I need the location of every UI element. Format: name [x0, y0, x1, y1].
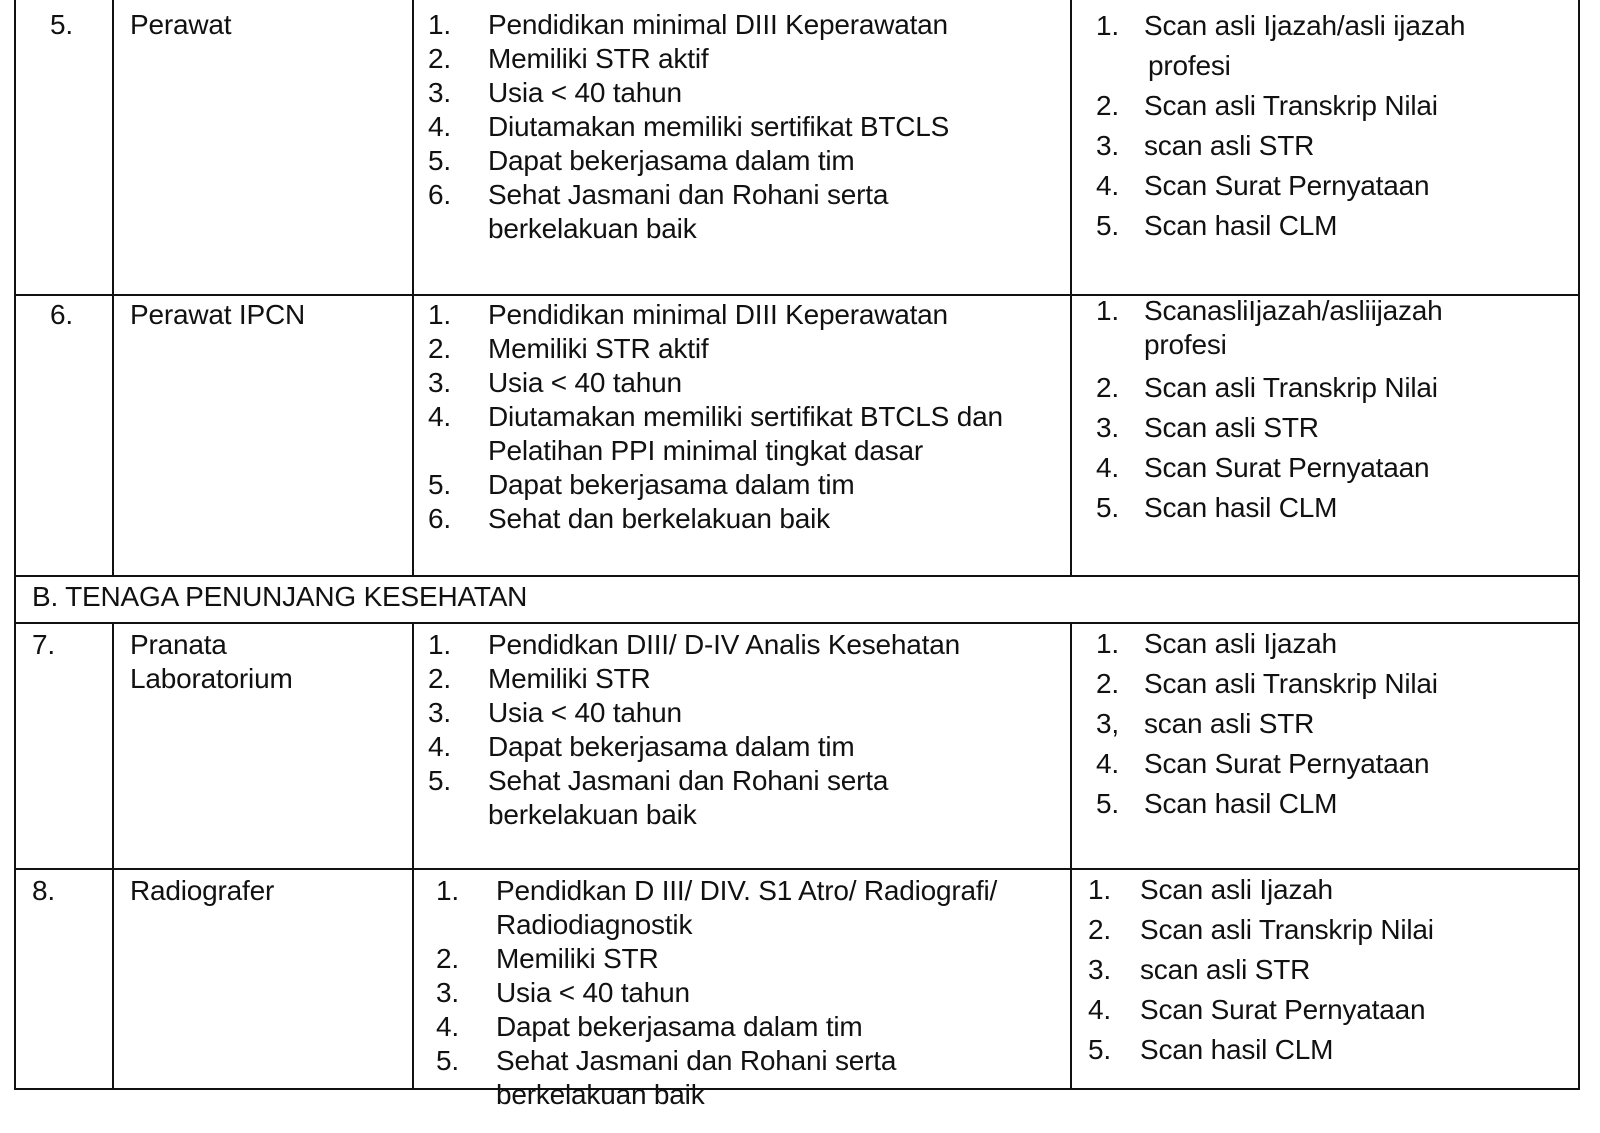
- list-item: 2. Scan asli Transkrip Nilai: [1088, 914, 1434, 945]
- list-item: 1. Scan asli Ijazah/asli ijazah profesi: [1096, 10, 1466, 81]
- grid-line: [1070, 0, 1072, 575]
- list-item: 2. Memiliki STR: [428, 663, 651, 694]
- list-item: 4. Scan Surat Pernyataan: [1088, 994, 1426, 1025]
- word: Scan: [1144, 295, 1208, 326]
- section-heading: B. TENAGA PENUNJANG KESEHATAN: [32, 581, 528, 612]
- list-item: 2. Memiliki STR aktif: [428, 43, 709, 74]
- list-item: 4. Scan Surat Pernyataan: [1096, 748, 1430, 779]
- list-item: 5. Sehat Jasmani dan Rohani serta berkelakuan baik: [436, 1045, 897, 1110]
- documents-list: [1088, 870, 1434, 1070]
- list-item: 1. Pendidikan minimal DIII Keperawatan: [428, 299, 948, 330]
- list-item: 1. Scan asli Ijazah: [1096, 628, 1337, 659]
- list-item: 4. Dapat bekerjasama dalam tim: [428, 731, 855, 762]
- list-item: 4. Scan Surat Pernyataan: [1096, 452, 1430, 483]
- documents-list: [1096, 6, 1465, 246]
- list-item: 3. Usia < 40 tahun: [428, 367, 682, 398]
- list-item: 1. Pendidkan DIII/ D-IV Analis Kesehatan: [428, 629, 960, 660]
- row-number: 6.: [50, 299, 73, 330]
- word: asli: [1207, 295, 1249, 326]
- list-item: 3. scan asli STR: [1088, 954, 1311, 985]
- list-item: 2. Scan asli Transkrip Nilai: [1096, 372, 1438, 403]
- list-item: 5. Dapat bekerjasama dalam tim: [428, 145, 855, 176]
- grid-line: [14, 575, 1580, 577]
- list-item: 2. Scan asli Transkrip Nilai: [1096, 90, 1438, 121]
- list-item: 1. ScanasliIjazah/asliijazah profesi: [1096, 295, 1443, 360]
- position-name: Perawat IPCN: [130, 299, 305, 330]
- row-number: 7.: [32, 629, 55, 660]
- list-item: 1. Pendidkan D III/ DIV. S1 Atro/ Radiografi/ Radiodiagnostik: [436, 875, 998, 940]
- requirements-list: [428, 8, 949, 246]
- grid-line: [1578, 0, 1580, 1090]
- list-item: 4. Dapat bekerjasama dalam tim: [436, 1011, 863, 1042]
- list-item: 4. Scan Surat Pernyataan: [1096, 170, 1430, 201]
- list-item: 2. Scan asli Transkrip Nilai: [1096, 668, 1438, 699]
- position-name: Pranata: [130, 629, 227, 660]
- requirements-list: [436, 874, 997, 1112]
- list-item: 5. Scan hasil CLM: [1088, 1034, 1334, 1065]
- list-item: 3. Usia < 40 tahun: [436, 977, 690, 1008]
- list-item: 1. Scan asli Ijazah: [1088, 874, 1333, 905]
- grid-line: [412, 0, 414, 575]
- list-item: 5. Scan hasil CLM: [1096, 788, 1338, 819]
- row-number: 5.: [50, 9, 73, 40]
- word: Ijazah/asli: [1248, 295, 1371, 326]
- list-item: 5. Sehat Jasmani dan Rohani serta berkelakuan baik: [428, 765, 889, 830]
- documents-list: [1096, 624, 1438, 824]
- grid-line: [1070, 622, 1072, 1090]
- list-item: 3. Usia < 40 tahun: [428, 697, 682, 728]
- requirements-list: [428, 298, 1003, 536]
- list-item: 2. Memiliki STR aktif: [428, 333, 709, 364]
- position-name: Laboratorium: [130, 663, 293, 694]
- list-item: 6. Sehat dan berkelakuan baik: [428, 503, 830, 534]
- grid-line: [14, 0, 16, 1090]
- position-name: Perawat: [130, 9, 232, 40]
- grid-line: [112, 0, 114, 575]
- grid-line: [412, 622, 414, 1090]
- list-item: 4. Diutamakan memiliki sertifikat BTCLS dan Pelatihan PPI minimal tingkat dasar: [428, 401, 1003, 466]
- list-item: 1. Pendidikan minimal DIII Keperawatan: [428, 9, 948, 40]
- list-item: 5. Scan hasil CLM: [1096, 210, 1338, 241]
- list-item: 3. scan asli STR: [1096, 130, 1315, 161]
- list-item: 5. Dapat bekerjasama dalam tim: [428, 469, 855, 500]
- position-name: Radiografer: [130, 875, 275, 906]
- row-number: 8.: [32, 875, 55, 906]
- list-item: 2. Memiliki STR: [436, 943, 659, 974]
- list-item: 4. Diutamakan memiliki sertifikat BTCLS: [428, 111, 950, 142]
- word: ijazah: [1370, 295, 1443, 326]
- list-item: 3, scan asli STR: [1096, 708, 1315, 739]
- documents-list: [1096, 294, 1560, 528]
- list-item: 5. Scan hasil CLM: [1096, 492, 1338, 523]
- list-item: 3. Scan asli STR: [1096, 412, 1319, 443]
- requirements-list: [428, 628, 960, 832]
- list-item: 3. Usia < 40 tahun: [428, 77, 682, 108]
- grid-line: [112, 622, 114, 1090]
- list-item: 6. Sehat Jasmani dan Rohani serta berkelakuan baik: [428, 179, 889, 244]
